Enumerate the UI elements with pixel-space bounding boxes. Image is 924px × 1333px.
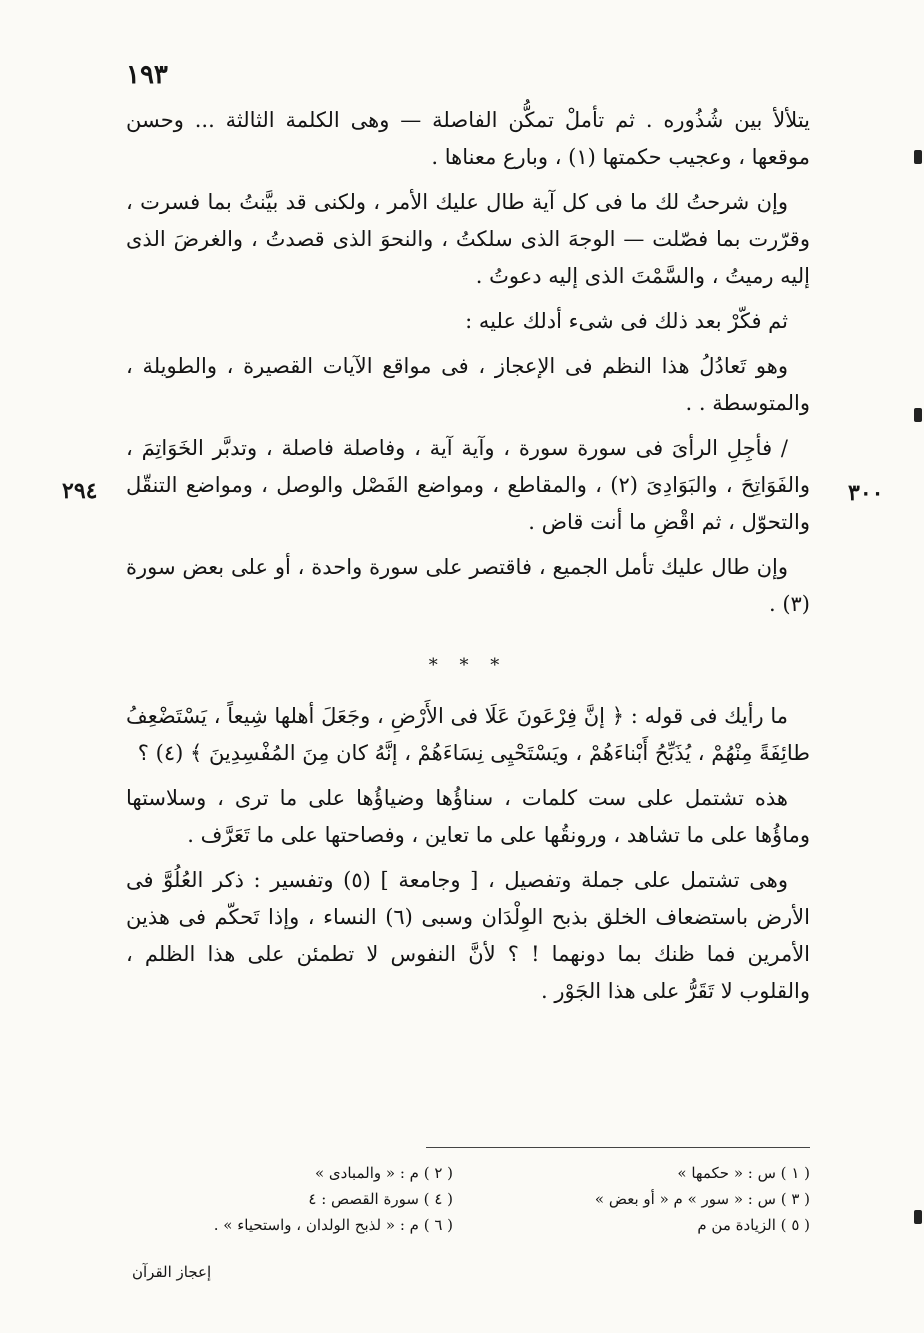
margin-reference-number: ٣٠٠ — [848, 480, 884, 506]
paragraph: / فأجِلِ الرأىَ فى سورة سورة ، وآية آية ، وفاصلة فاصلة ، وتدبَّر الخَوَاتِمَ ، والفَوَاتِحَ ، والبَوَادِىَ (٢) ، والمقاطع ، ومواضع الفَصْل والوصل ، ومواضع التنقّل والتحوّل ، ثم اقْضِ ما أنت قاض . — [126, 436, 810, 534]
footnote-divider — [426, 1147, 810, 1148]
page-number: ١٩٣ — [126, 60, 168, 90]
paragraph: وإن طال عليك تأمل الجميع ، فاقتصر على سورة واحدة ، أو على بعض سورة (٣) . — [126, 555, 810, 616]
footnote: ( ٥ ) الزيادة من م — [697, 1216, 810, 1234]
paragraph: ثم فكّرْ بعد ذلك فى شىء أدلك عليه : — [465, 309, 788, 333]
footnote: ( ٣ ) س : « سور » م « أو بعض » — [594, 1190, 810, 1208]
paragraph: هذه تشتمل على ست كلمات ، سناؤُها وضياؤُها على ما ترى ، وسلاستها وماؤُها على ما تشاهد ، ورونقُها على ما تعاين ، وفصاحتها على ما تَعَرَّف . — [126, 786, 810, 847]
footnote: ( ٤ ) سورة القصص : ٤ — [308, 1190, 453, 1208]
section-separator: * * * — [428, 655, 508, 676]
paragraph: ما رأيك فى قوله : ﴿ إنَّ فِرْعَونَ عَلَا فى الأَرْضِ ، وجَعَلَ أهلها شِيعاً ، يَسْتَضْعِفُ طائِفَةً مِنْهُمْ ، يُذَبِّحُ أَبْناءَهُمْ ، ويَسْتَحْيِى نِسَاءَهُمْ ، إنَّهُ كان مِنَ المُفْسِدِينَ ﴾ (٤) ؟ — [126, 704, 810, 765]
paragraph: وهو تَعادُلُ هذا النظم فى الإعجاز ، فى مواقع الآيات القصيرة ، والطويلة ، والمتوسطة . . — [126, 354, 810, 415]
paragraph: يتلألأ بين شُذُوره . ثم تأملْ تمكُّن الفاصلة — وهى الكلمة الثالثة ... وحسن موقعها ، وعجيب حكمتها (١) ، وبارع معناها . — [126, 108, 810, 169]
footnote: ( ٦ ) م : « لذبح الولدان ، واستحياء » . — [213, 1216, 453, 1234]
margin-reference-number: ٢٩٤ — [62, 478, 98, 504]
binding-mark-icon — [914, 150, 922, 164]
footnote: ( ١ ) س : « حكمها » — [677, 1164, 810, 1182]
footnotes — [126, 1160, 810, 1238]
book-title: إعجاز القرآن — [132, 1263, 212, 1281]
paragraph: وهى تشتمل على جملة وتفصيل ، [ وجامعة ] (٥) وتفسير : ذكر العُلُوَّ فى الأرض باستضعاف الخلق بذبح الوِلْدَان وسبى (٦) النساء ، وإذا تَحكّم فى هذين الأمرين فما ظنك بما دونهما ! ؟ لأنَّ النفوس لا تطمئن على هذا الظلم ، والقلوب لا تَقَرُّ على هذا الجَوْر . — [126, 868, 810, 1003]
binding-mark-icon — [914, 1210, 922, 1224]
paragraph: وإن شرحتُ لك ما فى كل آية طال عليك الأمر ، ولكنى قد بيَّنتُ بما فسرت ، وقرّرت بما فصّلت — الوجهَ الذى سلكتُ ، والنحوَ الذى قصدتُ ، والغرضَ الذى إليه رميتُ ، والسَّمْتَ الذى إليه دعوتُ . — [126, 190, 810, 288]
footnote: ( ٢ ) م : « والمبادى » — [314, 1164, 453, 1182]
main-text — [126, 102, 810, 1018]
binding-mark-icon — [914, 408, 922, 422]
